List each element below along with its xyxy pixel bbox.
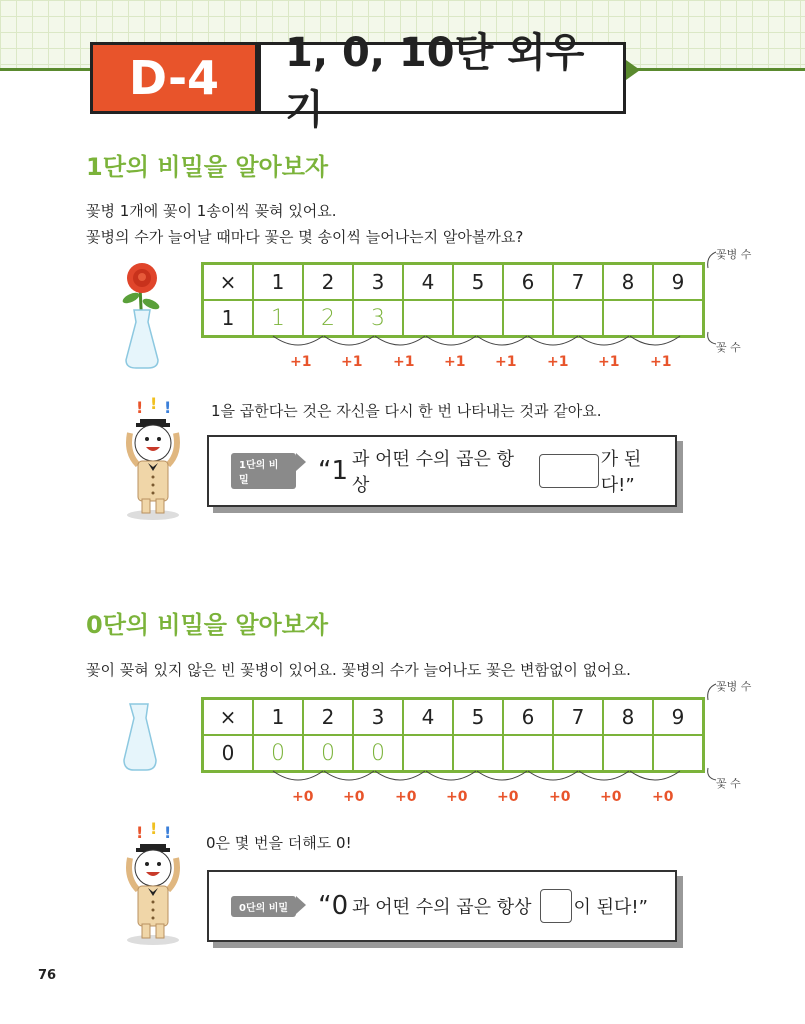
- section1-secret-box: [207, 435, 677, 507]
- secret-sentence: [318, 889, 648, 923]
- table-cell: 6: [503, 699, 553, 736]
- lesson-badge: D-4: [90, 42, 258, 114]
- label-flower-count: 꽃 수: [716, 777, 741, 790]
- secret-middle: 과 어떤 수의 곱은 항상: [352, 449, 515, 496]
- section1-bracket-lines: [702, 248, 722, 348]
- table-cell: 2: [303, 264, 353, 301]
- table-cell: 5: [453, 264, 503, 301]
- increment-label: +0: [549, 789, 571, 805]
- table-cell: 8: [603, 264, 653, 301]
- answer-cell[interactable]: 2: [303, 300, 353, 337]
- table-cell: 3: [353, 264, 403, 301]
- secret-tag: 0단의 비밀: [231, 896, 296, 917]
- quote-open: “: [317, 456, 332, 486]
- table-cell: 1: [253, 699, 303, 736]
- table-cell: 3: [353, 699, 403, 736]
- table-cell: ×: [203, 264, 254, 301]
- rose-vase-illustration: [118, 260, 172, 372]
- table-cell: 5: [453, 699, 503, 736]
- table-cell: 1: [253, 264, 303, 301]
- answer-cell[interactable]: 1: [253, 300, 303, 337]
- secret-sentence: [318, 445, 675, 497]
- increment-label: +0: [652, 789, 674, 805]
- secret-middle: 과 어떤 수의 곱은 항상: [352, 897, 532, 918]
- answer-cell[interactable]: [503, 300, 553, 337]
- answer-cell[interactable]: 0: [353, 735, 403, 772]
- answer-cell[interactable]: [453, 300, 503, 337]
- increment-label: +0: [395, 789, 417, 805]
- section1-text-line1: 꽃병 1개에 꽃이 1송이씩 꽂혀 있어요.: [86, 202, 337, 220]
- table-cell: 9: [653, 264, 704, 301]
- answer-cell[interactable]: [653, 735, 704, 772]
- increment-label: +1: [650, 354, 672, 370]
- answer-cell[interactable]: [403, 300, 453, 337]
- table-cell: 6: [503, 264, 553, 301]
- section1-title: 1단의 비밀을 알아보자: [86, 153, 329, 181]
- section2-text-line1: 꽃이 꽂혀 있지 않은 빈 꽃병이 있어요. 꽃병의 수가 늘어나도 꽃은 변함없이 없어요.: [86, 661, 631, 679]
- table-cell: ×: [203, 699, 254, 736]
- increment-label: +1: [341, 354, 363, 370]
- section1-increment-arcs: [265, 334, 705, 356]
- increment-label: +0: [292, 789, 314, 805]
- section2-bracket-lines: [702, 680, 722, 790]
- increment-label: +0: [497, 789, 519, 805]
- answer-blank[interactable]: [539, 454, 599, 488]
- increment-label: +1: [547, 354, 569, 370]
- section2-speech: 0은 몇 번을 더해도 0!: [206, 834, 352, 852]
- increment-label: +0: [446, 789, 468, 805]
- secret-number: 0: [331, 891, 349, 921]
- secret-tag: 1단의 비밀: [231, 453, 296, 489]
- answer-blank[interactable]: [540, 889, 572, 923]
- label-vase-count: 꽃병 수: [716, 680, 752, 693]
- answer-cell[interactable]: 3: [353, 300, 403, 337]
- empty-vase-illustration: [118, 700, 162, 774]
- svg-text:!: !: [164, 823, 172, 842]
- label-vase-count: 꽃병 수: [716, 248, 752, 261]
- table-cell: 8: [603, 699, 653, 736]
- character-graduate-illustration: [118, 818, 188, 946]
- table-cell: 4: [403, 699, 453, 736]
- answer-cell[interactable]: [553, 735, 603, 772]
- answer-cell[interactable]: [403, 735, 453, 772]
- answer-cell[interactable]: 0: [253, 735, 303, 772]
- increment-label: +1: [393, 354, 415, 370]
- page-title: 1, 0, 10단 외우기: [258, 42, 626, 114]
- answer-cell[interactable]: [553, 300, 603, 337]
- svg-text:!: !: [136, 398, 144, 417]
- svg-text:!: !: [150, 819, 158, 838]
- answer-cell[interactable]: [453, 735, 503, 772]
- table-cell: 4: [403, 264, 453, 301]
- increment-label: +1: [598, 354, 620, 370]
- section1-speech: 1을 곱한다는 것은 자신을 다시 한 번 나타내는 것과 같아요.: [211, 402, 602, 420]
- answer-cell[interactable]: 0: [303, 735, 353, 772]
- table-cell: 7: [553, 699, 603, 736]
- secret-end: 가 된다!”: [600, 449, 642, 496]
- answer-cell[interactable]: [503, 735, 553, 772]
- svg-text:!: !: [136, 823, 144, 842]
- label-flower-count: 꽃 수: [716, 341, 741, 354]
- section2-secret-box: [207, 870, 677, 942]
- increment-label: +1: [444, 354, 466, 370]
- increment-label: +0: [600, 789, 622, 805]
- table-cell: 7: [553, 264, 603, 301]
- table-row-label: 1: [203, 300, 254, 337]
- increment-label: +0: [343, 789, 365, 805]
- increment-label: +1: [495, 354, 517, 370]
- increment-label: +1: [290, 354, 312, 370]
- secret-number: 1: [331, 456, 349, 486]
- table-cell: 2: [303, 699, 353, 736]
- section2-title: 0단의 비밀을 알아보자: [86, 611, 329, 639]
- table-cell: 9: [653, 699, 704, 736]
- title-arrow-decoration: [626, 60, 640, 80]
- page-number: 76: [38, 968, 57, 983]
- section1-table: [201, 262, 705, 338]
- secret-end: 이 된다!”: [573, 897, 648, 918]
- svg-text:!: !: [150, 394, 158, 413]
- svg-text:!: !: [164, 398, 172, 417]
- answer-cell[interactable]: [603, 735, 653, 772]
- section1-text-line2: 꽃병의 수가 늘어날 때마다 꽃은 몇 송이씩 늘어나는지 알아볼까요?: [86, 228, 524, 246]
- character-graduate-illustration: [118, 393, 188, 521]
- section2-increment-arcs: [265, 769, 705, 791]
- table-row-label: 0: [203, 735, 254, 772]
- section2-table: [201, 697, 705, 773]
- answer-cell[interactable]: [653, 300, 704, 337]
- answer-cell[interactable]: [603, 300, 653, 337]
- quote-open: “: [318, 891, 332, 921]
